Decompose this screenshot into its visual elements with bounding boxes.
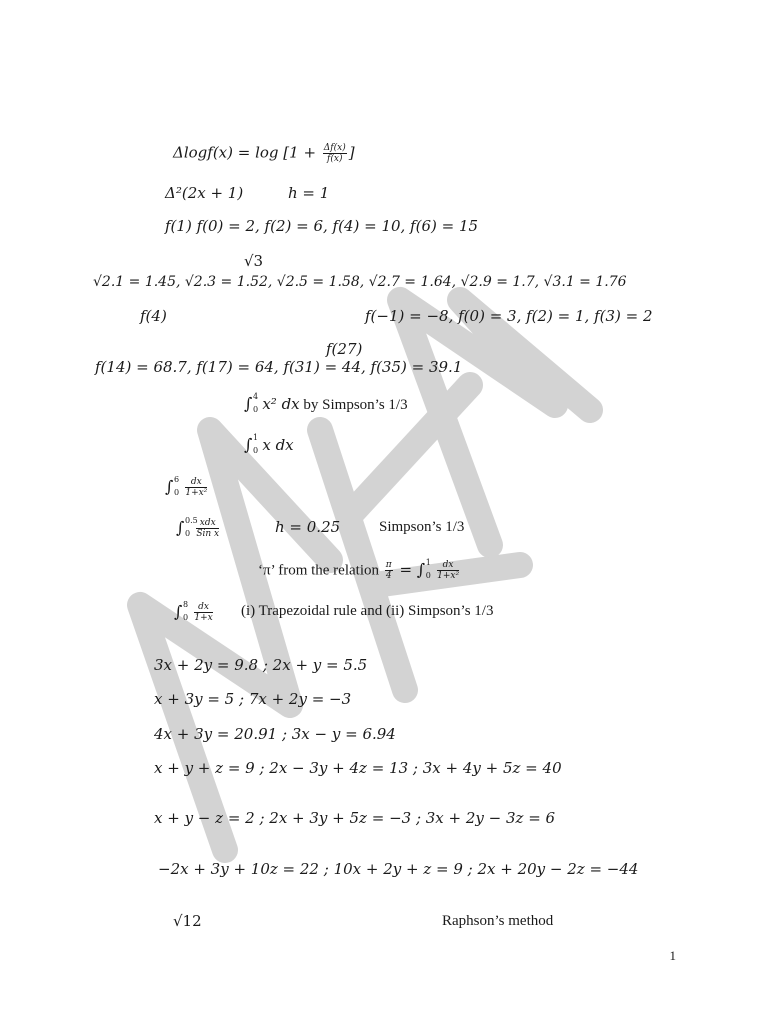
equation-system-3: [154, 725, 396, 743]
upper-limit: 8: [183, 599, 189, 609]
integral-sign: ∫ 1 0: [417, 561, 425, 579]
integral-sign: ∫ 4 0: [244, 395, 252, 413]
formula-sqrt-table: [93, 273, 627, 291]
integral-sign: ∫ 1 0: [244, 436, 252, 454]
formula-f4: [140, 307, 167, 325]
pi-relation: [258, 557, 461, 581]
integral-simpson: [244, 392, 408, 414]
formula-text: √2.1 = 1.45, √2.3 = 1.52, √2.5 = 1.58, √2.7 = 1.64, √2.9 = 1.7, √3.1 = 1.76: [93, 274, 627, 290]
lower-limit: 0: [174, 487, 180, 497]
formula-text: Δ²(2x + 1): [165, 184, 244, 202]
integral-sign: ∫ 0.5 0: [176, 519, 184, 537]
fraction-denominator: 4: [385, 571, 392, 581]
formula-text: x + y + z = 9 ; 2x − 3y + 4z = 13 ; 3x + 4y + 5z = 40: [154, 759, 562, 777]
fraction-denominator: 1+x: [194, 613, 213, 623]
integral-sign: ∫ 6 0: [165, 478, 173, 496]
fraction-denominator: 1+x²: [185, 488, 208, 498]
fraction-denominator: 1+x²: [437, 571, 460, 581]
formula-f-data-2: [95, 358, 462, 376]
fraction: [437, 560, 459, 581]
fraction: [185, 477, 207, 498]
integrand: x² dx: [262, 395, 300, 413]
formula-h-step: [275, 518, 340, 536]
formula-text: 3x + 2y = 9.8 ; 2x + y = 5.5: [154, 656, 368, 674]
lower-limit: 0: [425, 570, 431, 580]
formula-f27: [326, 340, 362, 358]
formula-text: √3: [244, 252, 264, 270]
lower-limit: 0: [185, 528, 191, 538]
equation-system-2: [154, 690, 351, 708]
page-number: 1: [669, 948, 676, 963]
lower-limit: 0: [183, 612, 189, 622]
formula-f-data: [365, 307, 653, 325]
formula-text: x + y − z = 2 ; 2x + 3y + 5z = −3 ; 3x + 2y − 3z = 6: [154, 809, 556, 827]
equation-system-6: [158, 860, 638, 878]
fraction-numerator: dx: [194, 602, 212, 613]
formula-text: Δlogf(x) = log [1 +: [173, 143, 321, 162]
formula-text: f(14) = 68.7, f(17) = 64, f(31) = 44, f(35) = 39.1: [95, 358, 463, 376]
fraction-numerator: π: [385, 560, 392, 570]
integral-x: [244, 433, 294, 455]
formula-text: √12: [173, 912, 202, 930]
upper-limit: 6: [174, 474, 180, 484]
instruction-text: ‘π’ from the relation: [258, 562, 383, 579]
fraction: [323, 143, 347, 164]
formula-h: [288, 184, 329, 202]
formula-sqrt3: [244, 252, 263, 270]
integral-dx-over: [165, 474, 209, 498]
fraction: [385, 560, 393, 581]
formula-text: f(27): [326, 340, 363, 358]
instruction-text: Simpson’s 1/3: [379, 519, 465, 535]
formula-text: f(1) f(0) = 2, f(2) = 6, f(4) = 10, f(6) = 15: [165, 217, 479, 235]
formula-text: h = 1: [288, 184, 330, 202]
simpson-label: [379, 518, 464, 536]
formula-delta-log: [173, 143, 355, 164]
formula-text: x + 3y = 5 ; 7x + 2y = −3: [154, 690, 352, 708]
instruction-text: (i) Trapezoidal rule and (ii) Simpson’s 1/3: [241, 603, 494, 619]
upper-limit: 4: [253, 392, 259, 401]
upper-limit: 0.5: [185, 515, 198, 525]
fraction-numerator: Δf(x): [323, 143, 346, 153]
lower-limit: 0: [253, 405, 259, 414]
formula-f-values: [165, 217, 478, 235]
fraction-numerator: xdx: [196, 518, 219, 529]
fraction-numerator: dx: [437, 560, 459, 571]
integral-xdx-sin: [176, 515, 221, 539]
equation-system-1: [154, 656, 367, 674]
formula-text: f(4): [140, 307, 167, 325]
fraction: [194, 602, 212, 623]
fraction-denominator: Sin x: [196, 529, 220, 539]
upper-limit: 1: [425, 557, 431, 567]
instruction-text: by Simpson’s 1/3: [299, 397, 408, 413]
fraction: [196, 518, 219, 539]
raphson-label: [442, 912, 553, 930]
integrand: x dx: [262, 436, 294, 454]
fraction-denominator: f(x): [327, 154, 343, 164]
fraction-numerator: dx: [185, 477, 207, 488]
formula-text: h = 0.25: [275, 518, 341, 536]
trapezoidal-label: [241, 602, 493, 620]
equation-system-4: [154, 759, 562, 777]
instruction-text: Raphson’s method: [442, 913, 554, 929]
formula-sqrt12: [173, 912, 202, 930]
integral-trapezoidal: [174, 599, 215, 623]
upper-limit: 1: [253, 433, 259, 442]
formula-text: =: [394, 560, 417, 579]
formula-delta2: [165, 184, 243, 202]
equation-system-5: [154, 809, 555, 827]
formula-text: −2x + 3y + 10z = 22 ; 10x + 2y + z = 9 ; 2x + 20y − 2z = −44: [158, 860, 639, 878]
lower-limit: 0: [253, 446, 259, 455]
integral-sign: ∫ 8 0: [174, 603, 182, 621]
formula-text: f(−1) = −8, f(0) = 3, f(2) = 1, f(3) = 2: [365, 307, 653, 325]
formula-text: ]: [348, 143, 355, 162]
formula-text: 4x + 3y = 20.91 ; 3x − y = 6.94: [154, 725, 396, 743]
